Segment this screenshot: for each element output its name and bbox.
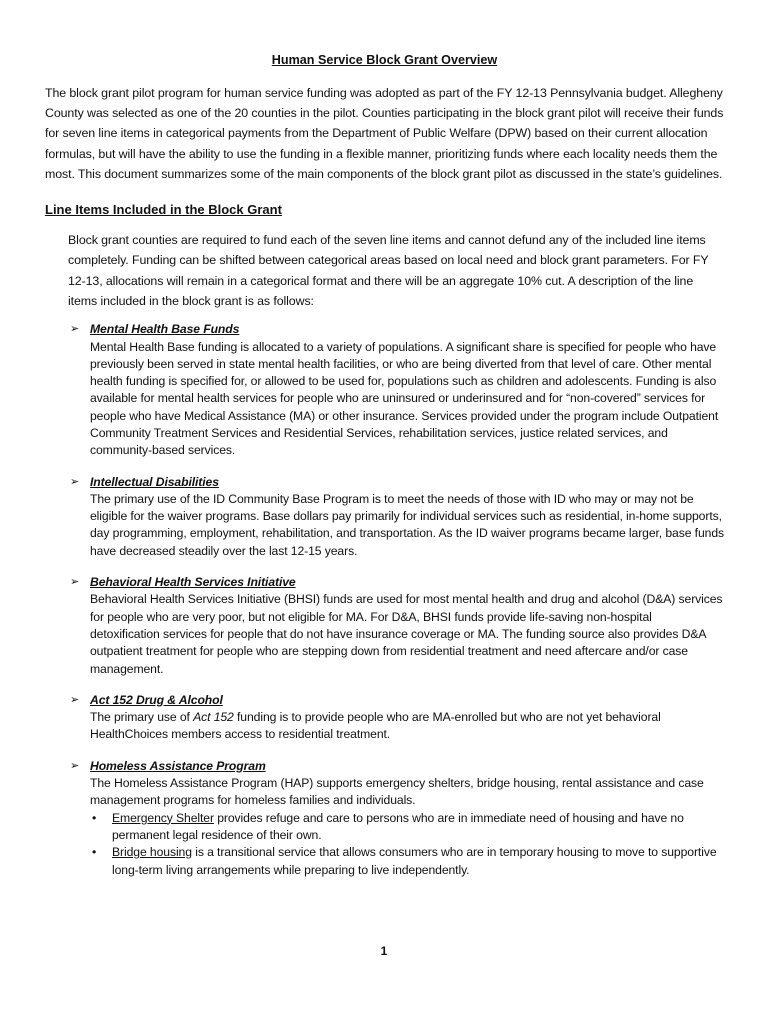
line-item-title: Mental Health Base Funds: [90, 322, 240, 337]
body-text: The primary use of: [90, 710, 194, 725]
document-title: Human Service Block Grant Overview: [271, 53, 498, 67]
sub-item-list: [90, 810, 724, 879]
sub-item-text: provides refuge and care to persons who are in immediate need of housing and have no permanent legal residence of their own.: [112, 810, 684, 842]
intro-paragraph: The block grant pilot program for human service funding was adopted as part of the FY 12-13 Pennsylvania budget. Allegheny County was selected as one of the 20 counties in the pilot. Counties participating in the block grant pilot will receive their funds for seven line items in categorical payments from the Department of Public Welfare (DPW) based on their current allocation formulas, but will have the ability to use the funding in a flexible manner, prioritizing funds where each locality needs them the most. This document summarizes some of the main components of the block grant pilot as discussed in the state’s guidelines.: [45, 86, 724, 181]
sub-item-text: is a transitional service that allows consumers who are in temporary housing to move to supportive long-term living arrangements while preparing to live independently.: [112, 845, 717, 877]
line-item-title: Homeless Assistance Program: [90, 758, 266, 773]
line-item-homeless-assistance: [70, 758, 724, 879]
page-number: 1: [380, 944, 388, 958]
arrow-bullet-icon: ➢: [70, 759, 80, 772]
line-item-mental-health: [70, 321, 724, 459]
body-text: funding is to provide people who are MA-enrolled but who are not yet behavioral HealthChoices members access to residential treatment.: [90, 710, 661, 742]
arrow-bullet-icon: ➢: [70, 323, 80, 336]
line-item-body: The primary use of the ID Community Base Program is to meet the needs of those with ID who may or may not be eligible for the waiver programs. Base dollars pay primarily for individual services such as residential, in-home supports, day programming, employment, rehabilitation, and transportation. As the ID waiver programs became larger, base funds have decreased steadily over the last 12-15 years.: [90, 491, 724, 558]
line-item-body: Mental Health Base funding is allocated to a variety of populations. A significant share is specified for people who have previously been served in state mental health facilities, or who are being diverted from that level of care. Other mental health funding is specified for, or allowed to be used for, populations such as children and adolescents. Funding is also available for mental health services for people who are uninsured or underinsured and for “non-covered” services for people who have Medical Assistance (MA) or other insurance. Services provided under the program include Outpatient Community Treatment Services and Residential Services, rehabilitation services, justice related services, and community-based services.: [90, 339, 719, 458]
bullet-icon: •: [92, 845, 97, 860]
line-item-title: Intellectual Disabilities: [90, 474, 219, 489]
line-item-body: Behavioral Health Services Initiative (BHSI) funds are used for most mental health and drug and alcohol (D&A) services for people who are very poor, but not eligible for MA. For D&A, BHSI funds provide life-saving non-hospital detoxification services for people that do not have insurance coverage or MA. The funding source also provides D&A outpatient treatment for people who are stepping down from residential treatment and need aftercare and/or case management.: [90, 592, 723, 676]
sub-item-emergency-shelter: [90, 810, 724, 845]
arrow-bullet-icon: ➢: [70, 475, 80, 488]
line-item-body: The Homeless Assistance Program (HAP) supports emergency shelters, bridge housing, rental assistance and case management programs for homeless families and individuals.: [90, 776, 704, 808]
line-item-intellectual-disabilities: [70, 474, 724, 560]
line-item-act-152: [70, 692, 724, 744]
section-intro-paragraph: Block grant counties are required to fund each of the seven line items and cannot defund any of the included line items completely. Funding can be shifted between categorical areas based on local need and block grant parameters. For FY 12-13, allocations will remain in a categorical format and there will be an aggregate 10% cut. A description of the line items included in the block grant is as follows:: [68, 233, 709, 308]
act-name: Act 152: [193, 710, 234, 725]
line-item-title: Act 152 Drug & Alcohol: [90, 692, 223, 707]
sub-item-term: Bridge housing: [112, 845, 192, 860]
bullet-icon: •: [92, 810, 97, 825]
arrow-bullet-icon: ➢: [70, 693, 80, 706]
arrow-bullet-icon: ➢: [70, 576, 80, 589]
section-heading: Line Items Included in the Block Grant: [45, 202, 282, 218]
line-item-title: Behavioral Health Services Initiative: [90, 575, 296, 590]
line-item-behavioral-health: [70, 574, 724, 678]
sub-item-term: Emergency Shelter: [112, 810, 214, 825]
sub-item-bridge-housing: [90, 844, 724, 879]
line-item-body: [90, 709, 724, 744]
